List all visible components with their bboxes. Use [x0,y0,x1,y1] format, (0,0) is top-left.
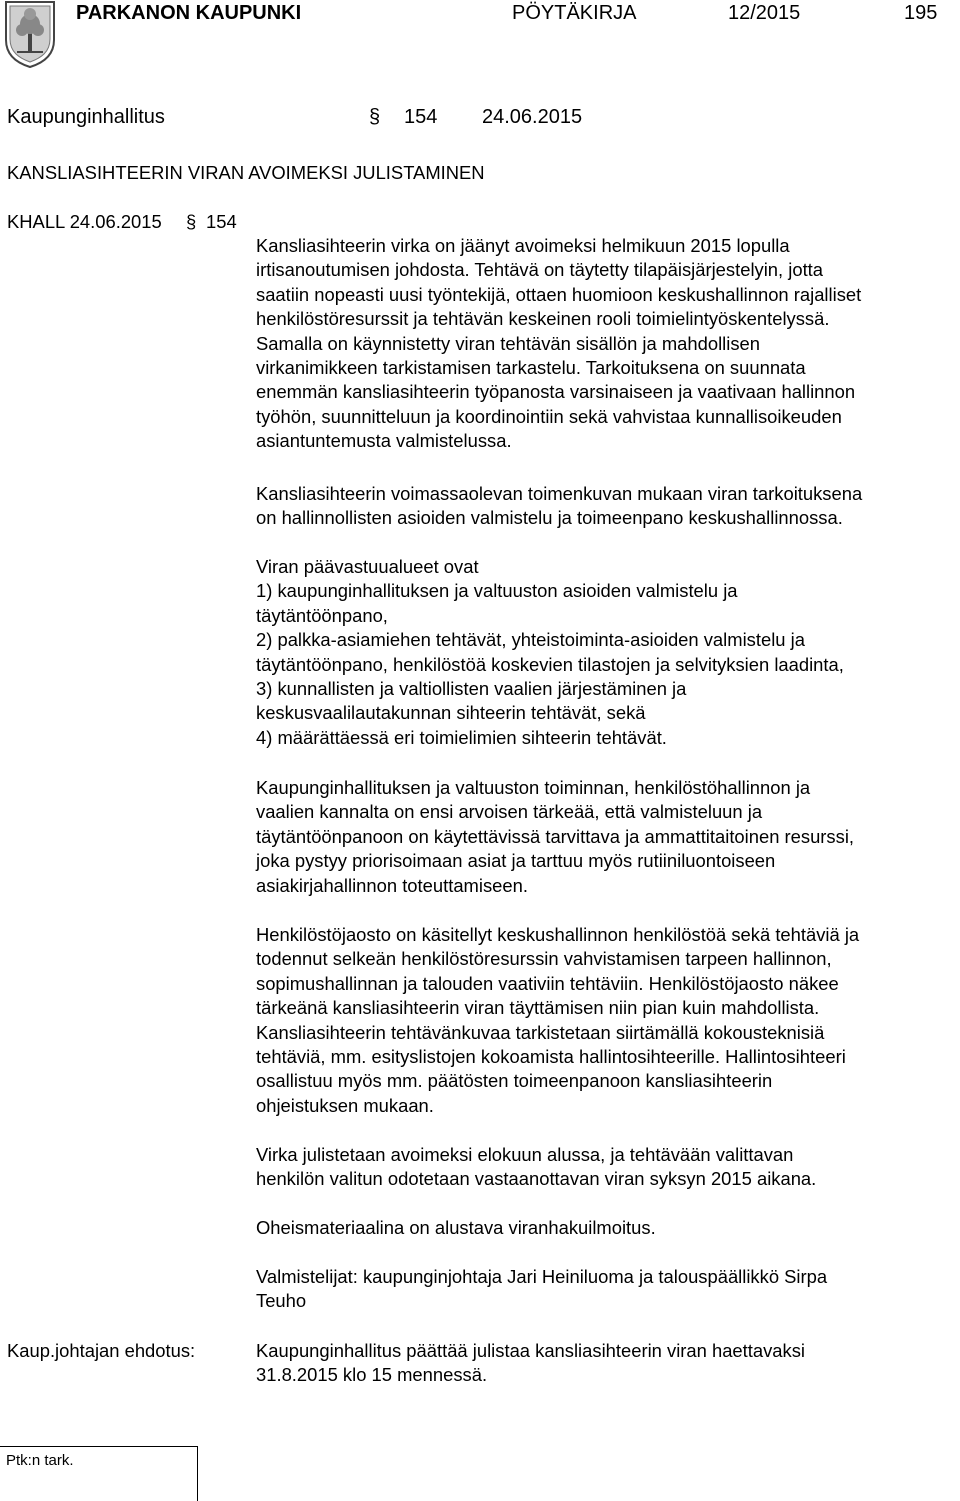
document-number: 12/2015 [728,2,801,24]
paragraph-4: Kaupunginhallituksen ja valtuuston toiminnan, henkilöstöhallinnon ja vaalien kannalta on ensi arvoisen tärkeää, että valmisteluun ja täytäntöönpanoon on käytettävissä tarvittava ja ammattitaitoinen resurssi, joka pystyy priorisoimaan asiat ja tarttuu myös rutiiniluontoiseen asiakirjahallinnon toteuttamiseen. [256,777,855,896]
paragraph-5: Henkilöstöjaosto on käsitellyt keskushallinnon henkilöstöä sekä tehtäviä ja todennut selkeän henkilöstöresurssin vahvistamisen tarpeen hallinnon, sopimushallinnan ja talouden vaativiin tehtäviin. Henkilöstöjaosto näkee tärkeänä kansliasihteerin viran täyttämisen niin pian kuin mahdollista. Kansliasihteerin tehtävänkuvaa tarkistetaan siirtämällä kokousteknisiä tehtäviä, mm. esityslistojen kokoamista hallintosihteerille. Hallintosihteeri osallistuu myös mm. päätösten toimeenpanoon kansliasihteerin ohjeistuksen mukaan. [256,924,860,1116]
paragraph-3: Viran päävastuualueet ovat 1) kaupunginhallituksen ja valtuuston asioiden valmistelu ja täytäntöönpano, 2) palkka-asiamiehen tehtävät, yhteistoiminta-asioiden valmistelu ja täytäntöönpano, henkilöstöä koskevien tilastojen ja selvityksien laadinta, 3) kunnallisten ja valtiollisten vaalien järjestäminen ja keskusvaalilautakunnan sihteerin tehtävät, sekä 4) määrättäessä eri toimielimien sihteerin tehtävät. [256,556,844,748]
footer-label: Ptk:n tark. [6,1452,74,1469]
footer-vertical-divider [197,1446,198,1501]
city-name: PARKANON KAUPUNKI [76,2,302,24]
paragraph-7: Oheismateriaalina on alustava viranhakuilmoitus. [256,1217,656,1238]
proposal-text: Kaupunginhallitus päättää julistaa kansliasihteerin viran haettavaksi 31.8.2015 klo 15 mennessä. [256,1340,805,1386]
reference-prefix: KHALL 24.06.2015 [7,211,162,232]
proposal-label: Kaup.johtajan ehdotus: [7,1340,196,1361]
reference-section-marker: § [186,211,197,232]
reference-section: 154 [206,211,237,232]
paragraph-1: Kansliasihteerin virka on jäänyt avoimeksi helmikuun 2015 lopulla irtisanoutumisen johdosta. Tehtävä on täytetty tilapäisjärjestelyin, jotta saatiin nopeasti uusi työntekijä, ottaen huomioon keskushallinnon rajalliset henkilöstöresurssit ja tehtävän keskeinen rooli toimielintyöskentelyssä. Samalla on käynnistetty viran tehtävän sisällön ja mahdollisen virkanimikkeen tarkistamisen tarkastelu. Tarkoituksena on suunnata enemmän kansliasihteerin työpanosta varsinaiseen ja vaativaan hallinnon työhön, suunnitteluun ja koordinointiin sekä vahvistaa kunnallisoikeuden asiantuntemusta valmistelussa. [256,235,862,452]
meeting-date: 24.06.2015 [482,106,583,128]
paragraph-2: Kansliasihteerin voimassaolevan toimenkuvan mukaan viran tarkoituksena on hallinnollisten asioiden valmistelu ja toimeenpano keskushallinnossa. [256,483,863,529]
paragraph-6: Virka julistetaan avoimeksi elokuun alussa, ja tehtävään valittavan henkilön valitun odotetaan vastaanottavan viran syksyn 2015 aikana. [256,1144,817,1190]
document-type: PÖYTÄKIRJA [512,2,637,24]
page-number: 195 [904,2,938,24]
paragraph-8: Valmistelijat: kaupunginjohtaja Jari Heiniluoma ja talouspäällikkö Sirpa Teuho [256,1266,828,1312]
footer-divider [0,1446,197,1447]
meeting-body: Kaupunginhallitus [7,106,165,128]
page-title: KANSLIASIHTEERIN VIRAN AVOIMEKSI JULISTAMINEN [7,162,485,183]
coat-of-arms-icon [3,0,57,68]
section-marker: § [369,106,381,128]
meeting-section: 154 [404,106,438,128]
